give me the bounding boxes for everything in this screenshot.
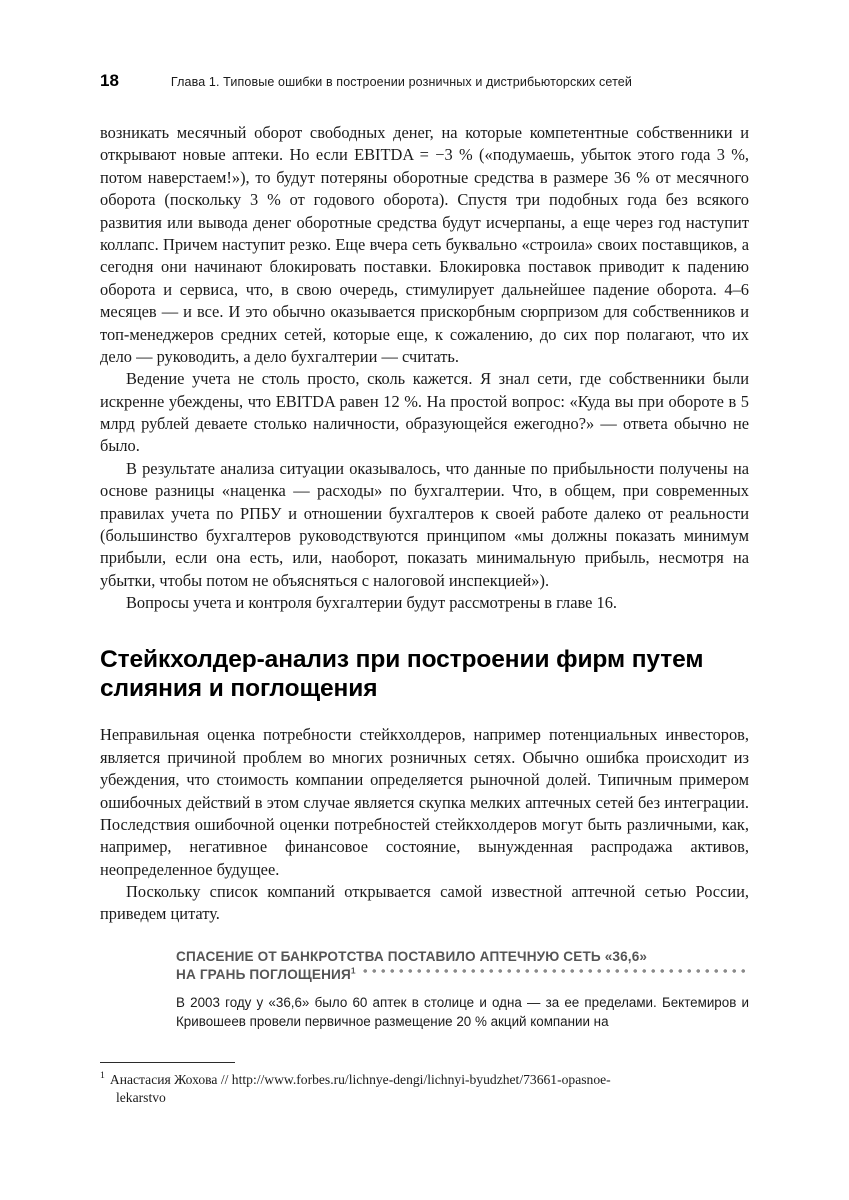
paragraph: Ведение учета не столь просто, сколь кажется. Я знал сети, где собственники были искренне убеждены, что EBITDA равен 12 %. На простой вопрос: «Куда вы при обороте в 5 млрд рублей деваете столько наличности, образующейся ежегодно?» — ответа обычно не было. bbox=[100, 369, 749, 456]
callout-box bbox=[176, 948, 749, 1031]
callout-title-line-2-text: НА ГРАНЬ ПОГЛОЩЕНИЯ$^1$ bbox=[176, 965, 356, 982]
page-header bbox=[100, 72, 749, 90]
footnote-text bbox=[100, 1071, 749, 1108]
paragraph: Поскольку список компаний открывается самой известной аптечной сетью России, приведем цитату. bbox=[100, 882, 749, 924]
running-title: Глава 1. Типовые ошибки в построении розничных и дистрибьюторских сетей bbox=[170, 75, 632, 89]
footnote-divider bbox=[100, 1062, 235, 1063]
callout-title-line-1: СПАСЕНИЕ ОТ БАНКРОТСТВА ПОСТАВИЛО АПТЕЧНУЮ СЕТЬ «36,6» bbox=[176, 948, 648, 964]
paragraph: Неправильная оценка потребности стейкхолдеров, например потенциальных инвесторов, является причиной проблем во многих розничных сетях. Обычно ошибка происходит из убеждения, что стоимость компании определяется рыночной долей. Типичным примером ошибочных действий в этом случае является скупка мелких аптечных сетей без интеграции. Последствия ошибочной оценки потребностей стейкхолдеров могут быть различными, как, например, негативное финансовое состояние, вынужденная распродажа активов, неопределенное будущее. bbox=[100, 725, 749, 879]
paragraph: В результате анализа ситуации оказывалось, что данные по прибыльности получены на основе разницы «наценка — расходы» по бухгалтерии. Что, в общем, при современных правилах учета по РПБУ и отношении бухгалтеров к своей работе далеко от реальности (большинство бухгалтеров руководствуются принципом «мы должны показать минимум прибыли, если она есть, или, наоборот, показать минимальную прибыль, несмотря на убытки, чтобы потом не объясняться с налоговой инспекцией»). bbox=[100, 458, 749, 590]
dot-leader bbox=[363, 966, 749, 976]
callout-title-line-2 bbox=[176, 966, 749, 984]
footnote bbox=[100, 1062, 749, 1108]
section-heading: Стейкхолдер-анализ при построении фирм путем слияния и поглощения bbox=[100, 645, 704, 703]
footnote-line-1: Анастасия Жохова // http://www.forbes.ru/lichnye-dengi/lichnyi-byudzhet/73661-opasnoe- bbox=[109, 1072, 611, 1087]
page-number: 18 bbox=[100, 71, 119, 90]
callout-text: В 2003 году у «36,6» было 60 аптек в столице и одна — за ее пределами. Бектемиров и Кривошеев провели первичное размещение 20 % акций компании на bbox=[176, 995, 749, 1030]
page-content bbox=[100, 122, 749, 1031]
footnote-marker: 1 bbox=[350, 965, 356, 976]
paragraph: Вопросы учета и контроля бухгалтерии будут рассмотрены в главе 16. bbox=[126, 593, 617, 613]
callout-title bbox=[176, 948, 749, 984]
paragraph: возникать месячный оборот свободных денег, на которые компетентные собственники и открывают новые аптеки. Но если EBITDA = −3 % («подумаешь, убыток этого года 3 %, потом наверстаем!»), то будут потеряны оборотные средства в размере 36 % от месячного оборота (поскольку 3 % от годового оборота). Спустя три подобных года без всякого развития или вывода денег оборотные средства будут исчерпаны, а еще через год наступит коллапс. Причем наступит резко. Еще вчера сеть буквально «строила» своих поставщиков, а сегодня они начинают блокировать поставки. Блокировка поставок приводит к падению оборота и сервиса, что, в свою очередь, стимулирует дальнейшее падение оборота. 4–6 месяцев — и все. И это обычно оказывается прискорбным сюрпризом для собственников и топ-менеджеров средних сетей, которые еще, к сожалению, до сих пор полагают, что их дело — руководить, а дело бухгалтерии — считать. bbox=[100, 123, 749, 366]
footnote-number: 1 bbox=[100, 1070, 105, 1082]
footnote-line-2: lekarstvo bbox=[116, 1090, 166, 1106]
